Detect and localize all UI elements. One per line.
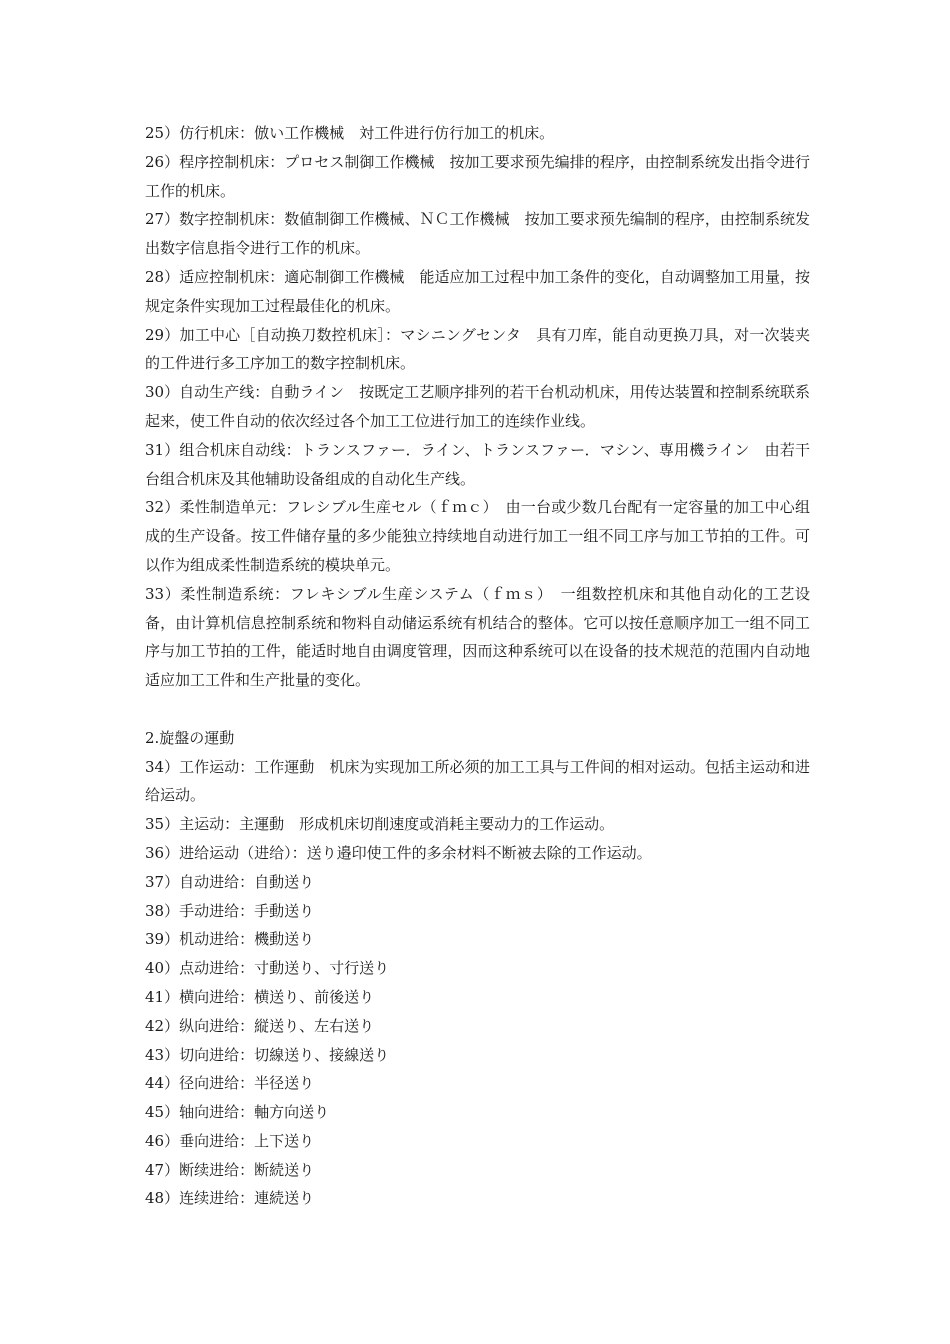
paragraph-25: 25）仿行机床：倣い工作機械 対工件进行仿行加工的机床。 [145,124,555,142]
paragraph-45: 45）轴向进给：軸方向送り [145,1103,330,1122]
paragraph-31: 31）组合机床自动线：トランスファー．ライン、トランスファー．マシン、専用機ライン 由若干台组合机床及其他辅助设备组成的自动化生产线。 [145,440,810,488]
paragraph-34: 34）工作运动：工作運動 机床为实现加工所必须的加工工具与工件间的相对运动。包括主运动和进给运动。 [145,757,810,805]
paragraph-40: 40）点动进给：寸動送り、寸行送り [145,959,390,978]
paragraph-39: 39）机动进给：機動送り [145,930,315,949]
paragraph-44: 44）径向进给：半径送り [145,1074,315,1093]
paragraph-42: 42）纵向进给：縦送り、左右送り [145,1016,375,1035]
paragraph-37: 37）自动进给：自動送り [145,872,315,891]
paragraph-33: 33）柔性制造系统：フレキシブル生産システム（ｆｍｓ） 一组数控机床和其他自动化的工艺设备，由计算机信息控制系统和物料自动储运系统有机结合的整体。它可以按任意顺序加工一组不同工序与加工节拍的工件，能适时地自由调度管理，因而这种系统可以在设备的技术规范的范围内自动地适应加工工件和生产批量的变化。 [145,584,810,690]
paragraph-36: 36）进给运动（进给）：送り邉印使工件的多余材料不断被去除的工作运动。 [145,843,652,862]
paragraph-35: 35）主运动：主運動 形成机床切削速度或消耗主要动力的工作运动。 [145,815,615,834]
section-spacer [145,695,810,724]
paragraph-30: 30）自动生产线：自動ライン 按既定工艺顺序排列的若干台机动机床，用传达装置和控制系统联系起来，使工件自动的依次经过各个加工工位进行加工的连续作业线。 [145,383,810,430]
paragraph-47: 47）断续进给：断続送り [145,1160,315,1179]
section-heading: 2.旋盤の運動 [145,728,235,747]
paragraph-28: 28）适应控制机床：適応制御工作機械 能适应加工过程中加工条件的变化，自动调整加工用量，按规定条件实现加工过程最佳化的机床。 [145,267,810,315]
paragraph-27: 27）数字控制机床：数値制御工作機械、ＮＣ工作機械 按加工要求预先编制的程序，由控制系统发出数字信息指令进行工作的机床。 [145,210,810,258]
paragraph-32: 32）柔性制造单元：フレシブル生産セル（ｆｍｃ） 由一台或少数几台配有一定容量的加工中心组成的生产设备。按工件储存量的多少能独立持续地自动进行加工一组不同工序与加工节拍的工件。可以作为组成柔性制造系统的模块单元。 [145,498,810,574]
paragraph-48: 48）连续进给：連続送り [145,1189,315,1208]
paragraph-29: 29）加工中心［自动换刀数控机床］：マシニングセンタ 具有刀库，能自动更换刀具，对一次装夹的工件进行多工序加工的数字控制机床。 [145,325,810,373]
paragraph-26: 26）程序控制机床：プロセス制御工作機械 按加工要求预先编排的程序，由控制系统发出指令进行工作的机床。 [145,152,810,200]
paragraph-41: 41）横向进给：横送り、前後送り [145,987,375,1006]
paragraph-38: 38）手动进给：手動送り [145,901,315,920]
paragraph-43: 43）切向进给：切線送り、接線送り [145,1045,390,1064]
paragraph-46: 46）垂向进给：上下送り [145,1131,315,1150]
document-body [145,119,810,1213]
